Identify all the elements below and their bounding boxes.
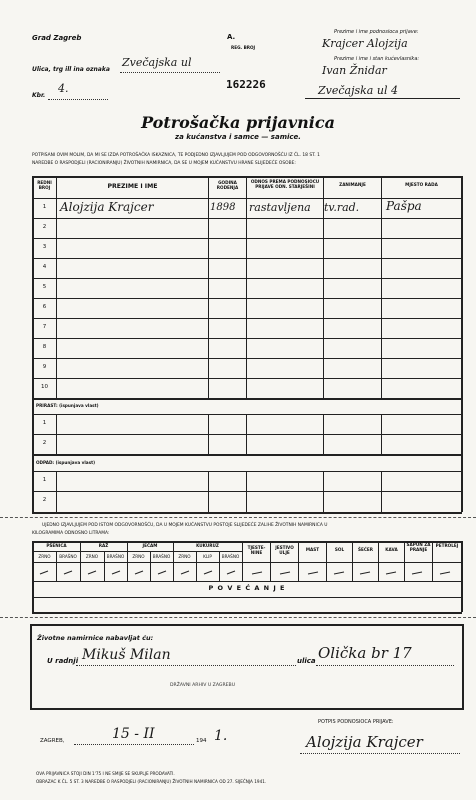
price-note: OVA PRIJAVNICA STOJI DIN 1'75 I NE SMIJE SE SKUPLJE PRODAVATI. bbox=[36, 771, 175, 776]
row-number: 3 bbox=[42, 244, 47, 250]
form-regulation-note: OBRAZAC K ČL. 5 ST. 3 NAREDBE O RASPODJELI (RACIONIRANJU) ŽIVOTNIH NAMIRNICA OD 27. SIJEČNJA 1941. bbox=[36, 779, 267, 784]
row-number: 1 bbox=[42, 477, 47, 483]
signature: Alojzija Krajcer bbox=[306, 733, 423, 751]
sub-flour: BRAŠNO bbox=[59, 554, 77, 559]
row-number: 8 bbox=[42, 344, 47, 350]
col-rye: RAŽ bbox=[98, 543, 109, 548]
shop-street: Olička br 17 bbox=[318, 644, 412, 662]
form-subtitle: za kućanstva i samce — samice. bbox=[175, 133, 301, 141]
stock-intro-line-1: UJEDNO IZJAVLJUJEM POD ISTOM ODGOVORNOŠĆU, DA U MOJEM KUĆANSTVU POSTOJE SLIJEDEĆE ZALIHE ŽIVOTNIH NAMIRNICA U bbox=[42, 523, 328, 528]
sub-grain: ZRNO bbox=[132, 554, 145, 559]
stock-intro-line-2: KILOGRAMIMA ODNOSNO LITRAMA: bbox=[32, 531, 110, 536]
col-job-header: ZANIMANJE bbox=[339, 182, 366, 187]
intro-line-1: POTPISANI OVIM MOLIM, DA MI SE IZDA POTROŠAČKA ISKAZNICA, TE PODJEDNO IZJAVLJUJEM POD ODGOVORNOŠĆU IZ ČL. 18 ST. 1 bbox=[32, 153, 320, 158]
row-number: 10 bbox=[41, 384, 48, 390]
row-number: 2 bbox=[42, 440, 47, 446]
shop-street-label: ulica bbox=[297, 657, 316, 665]
col-lard: MAST bbox=[305, 547, 320, 552]
landlord-name: Ivan Žnidar bbox=[322, 64, 387, 77]
row-number: 5 bbox=[42, 284, 47, 290]
year-suffix: 1. bbox=[214, 728, 228, 744]
landlord-address: Zvečajska ul 4 bbox=[318, 84, 398, 97]
applicant-name: Krajcer Alojzija bbox=[322, 37, 408, 50]
member-relation: rastavljena bbox=[249, 201, 311, 214]
col-salt: SOL bbox=[334, 547, 345, 552]
row-number: 1 bbox=[42, 204, 47, 210]
signature-label: POTPIS PODNOSIOCA PRIJAVE: bbox=[318, 719, 394, 725]
member-occupation: tv.rad. bbox=[324, 201, 360, 214]
row-number: 7 bbox=[42, 324, 47, 330]
sub-flour: BRAŠNO bbox=[106, 554, 125, 559]
col-place-header: MJESTO RADA bbox=[405, 182, 438, 187]
tear-line bbox=[0, 517, 476, 518]
col-relation-header: ODNOS PREMA PODNOSIOCU PRIJAVE ODN. STARJEŠINI bbox=[250, 179, 320, 189]
landlord-label: Prezime i ime i stan kućevlasnika: bbox=[334, 56, 420, 62]
year-prefix: 194 bbox=[196, 738, 207, 744]
reg-number: 162226 bbox=[226, 78, 266, 91]
col-barley: JEČAM bbox=[142, 543, 158, 548]
member-workplace: Pašpa bbox=[386, 199, 422, 213]
date-value: 15 - II bbox=[112, 726, 155, 742]
row-number: 6 bbox=[42, 304, 47, 310]
sub-flour: BRAŠNO bbox=[221, 554, 240, 559]
sub-grain: ZRNO bbox=[38, 554, 51, 559]
col-corn: KUKURUZ bbox=[196, 543, 219, 548]
col-pasta: TJESTE-NINE bbox=[247, 545, 266, 555]
house-number-label: Kbr. bbox=[32, 92, 46, 99]
sub-grain: ZRNO bbox=[178, 554, 191, 559]
row-number: 2 bbox=[42, 224, 47, 230]
house-number-value: 4. bbox=[58, 82, 69, 95]
col-name-header: PREZIME I IME bbox=[107, 183, 158, 190]
col-sugar: ŠEĆER bbox=[357, 547, 374, 552]
reg-number-label: REG. BROJ bbox=[231, 45, 256, 50]
place-label: ZAGREB, bbox=[40, 738, 65, 744]
col-kerosene: PETROLEJ bbox=[435, 543, 459, 548]
row-number: 9 bbox=[42, 364, 47, 370]
sub-cob: KLIP bbox=[203, 554, 212, 559]
col-number-header: REDNI BROJ bbox=[37, 180, 52, 190]
tear-line bbox=[0, 617, 476, 618]
city-label: Grad Zagreb bbox=[32, 34, 82, 42]
col-wheat: PŠENICA bbox=[46, 543, 67, 548]
sub-grain: ZRNO bbox=[85, 554, 99, 559]
applicant-label: Prezime i ime podnosioca prijave: bbox=[334, 29, 419, 35]
col-year-header: GODINA RODENJA bbox=[216, 180, 239, 190]
intro-line-2: NAREDBE O RASPODJELI (RACIONIRANJU) ŽIVOTNIH NAMIRNICA, DA SE U MOJEM KUĆANSTVU HRANE SLIJEDEĆE OSOBE: bbox=[32, 161, 296, 166]
sub-flour: BRAŠNO bbox=[152, 554, 171, 559]
row-number: 4 bbox=[42, 264, 47, 270]
decrease-section-label: ODPAD: (ispunjava vlast) bbox=[36, 460, 96, 465]
shop-label: U radnji bbox=[47, 657, 79, 665]
shop-name: Mikuš Milan bbox=[82, 647, 171, 663]
row-number: 2 bbox=[42, 497, 47, 503]
supply-intro: Životne namirnice nabavljat ću: bbox=[37, 634, 154, 642]
col-oil: JESTIVO ULJE bbox=[275, 545, 294, 555]
row-number: 1 bbox=[42, 420, 47, 426]
stock-dash-marks bbox=[32, 562, 462, 582]
street-value: Zvečajska ul bbox=[122, 56, 192, 69]
archive-stamp: DRŽAVNI ARHIV U ZAGREBU bbox=[170, 683, 236, 688]
increase-row-label: P O V E Ć A N J E bbox=[208, 584, 286, 592]
increase-section-label: PRIRAST: (ispunjava vlast) bbox=[36, 403, 99, 408]
col-coffee: KAVA bbox=[385, 547, 398, 552]
member-birth-year: 1898 bbox=[210, 202, 236, 213]
street-label: Ulica, trg ill ina oznaka bbox=[32, 66, 110, 73]
member-name: Alojzija Krajcer bbox=[60, 200, 154, 214]
form-letter: A. bbox=[227, 33, 236, 41]
form-title: Potrošačka prijavnica bbox=[141, 113, 335, 132]
col-soap: SAPUN ZA PRANJE bbox=[406, 542, 431, 552]
